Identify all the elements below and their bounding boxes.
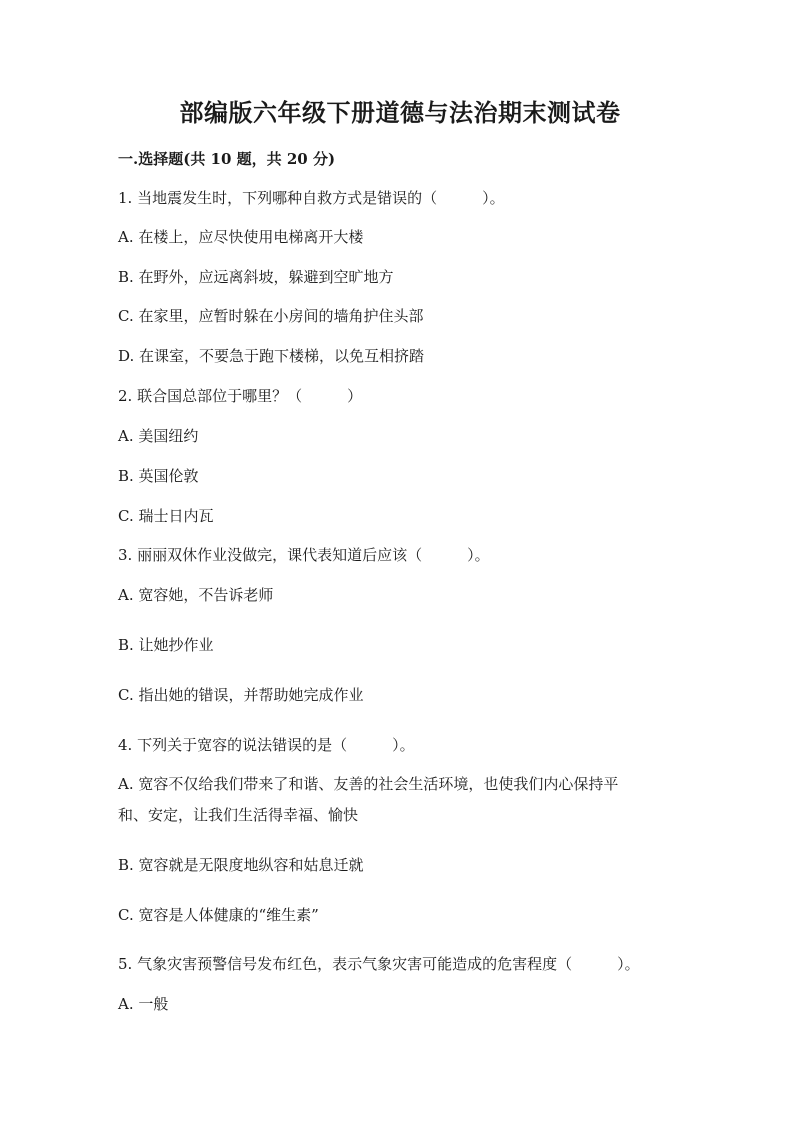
section-heading: 一.选择题(共 10 题，共 20 分): [118, 150, 336, 168]
question-4-option-a-continued: 和、安定，让我们生活得幸福、愉快: [118, 806, 359, 824]
question-1-option-a: A. 在楼上，应尽快使用电梯离开大楼: [118, 228, 364, 246]
question-1-option-d: D. 在课室，不要急于跑下楼梯，以免互相挤踏: [118, 347, 425, 365]
question-4-stem: 4. 下列关于宽容的说法错误的是（ ）。: [118, 736, 415, 754]
question-4-option-a: A. 宽容不仅给我们带来了和谐、友善的社会生活环境，也使我们内心保持平: [118, 775, 619, 793]
question-5-option-a: A. 一般: [118, 995, 169, 1013]
question-3-option-b: B. 让她抄作业: [118, 636, 214, 654]
question-3-option-a: A. 宽容她，不告诉老师: [118, 586, 274, 604]
question-4-option-b: B. 宽容就是无限度地纵容和姑息迁就: [118, 856, 364, 874]
question-1-option-c: C. 在家里，应暂时躲在小房间的墙角护住头部: [118, 307, 424, 325]
question-3-stem: 3. 丽丽双休作业没做完，课代表知道后应该（ ）。: [118, 546, 490, 564]
question-2-option-b: B. 英国伦敦: [118, 467, 199, 485]
question-1-option-b: B. 在野外，应远离斜坡，躲避到空旷地方: [118, 268, 394, 286]
question-2-option-c: C. 瑞士日内瓦: [118, 507, 214, 525]
question-4-option-c: C. 宽容是人体健康的“维生素”: [118, 906, 319, 924]
question-2-stem: 2. 联合国总部位于哪里？（ ）: [118, 387, 363, 405]
page-title: 部编版六年级下册道德与法治期末测试卷: [179, 98, 621, 127]
question-3-option-c: C. 指出她的错误，并帮助她完成作业: [118, 686, 364, 704]
question-2-option-a: A. 美国纽约: [118, 427, 199, 445]
question-5-stem: 5. 气象灾害预警信号发布红色，表示气象灾害可能造成的危害程度（ ）。: [118, 955, 640, 973]
question-1-stem: 1. 当地震发生时，下列哪种自救方式是错误的（ ）。: [118, 189, 505, 207]
